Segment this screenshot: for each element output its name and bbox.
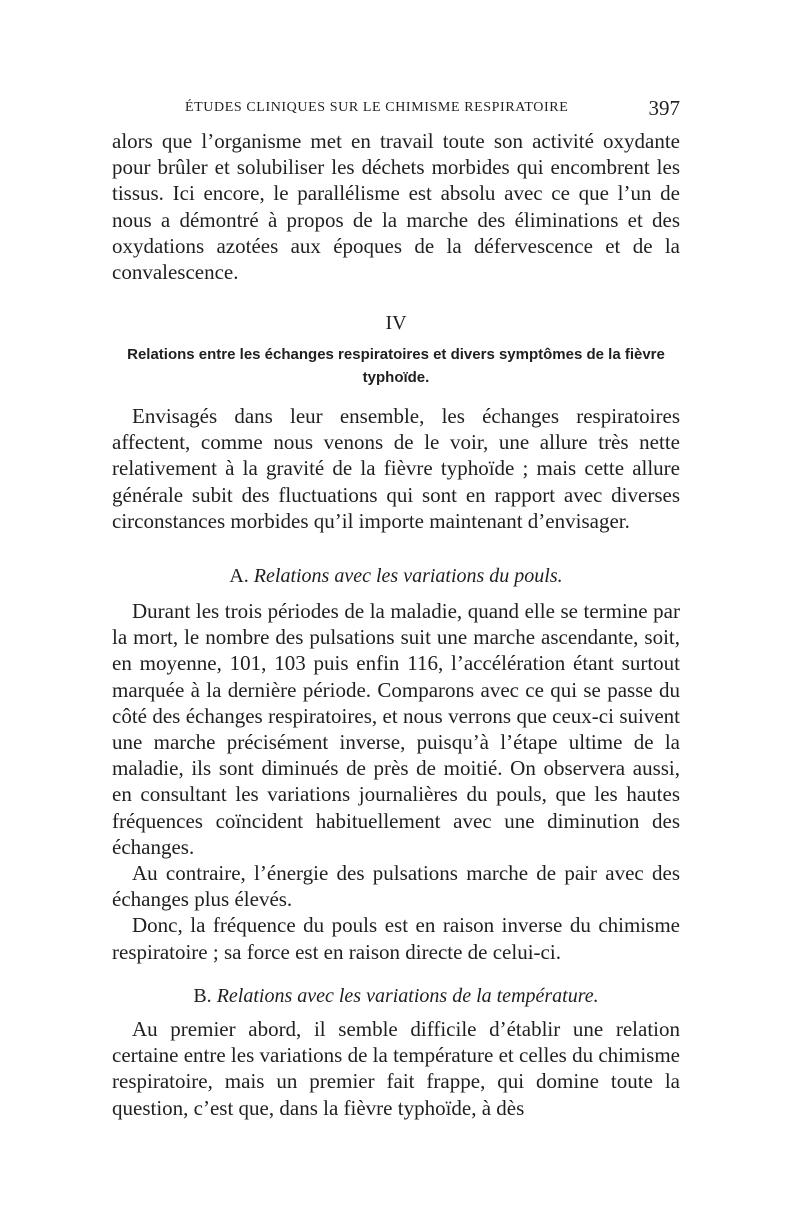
- paragraph-2: Envisagés dans leur ensemble, les échanges respiratoires affectent, comme nous venons de le voir, une allure très nette relativement à la gravité de la fièvre typhoïde ; mais cette allure générale subit des fluctuations qui sont en rapport avec diverses circonstances morbides qu’il importe maintenant d’envisager.: [112, 404, 680, 533]
- paragraph-continued: [112, 128, 680, 285]
- section-b-body: [112, 1016, 680, 1121]
- paragraph-3: Durant les trois périodes de la maladie, quand elle se termine par la mort, le nombre des pulsations suit une marche ascendante, soit, en moyenne, 101, 103 puis enfin 116, l’accélération étant surtout marquée à la dernière période. Comparons avec ce qui se passe du côté des échanges respiratoires, et nous verrons que ceux-ci suivent une marche précisément inverse, puisqu’à l’étape ultime de la maladie, ils sont diminués de près de moitié. On observera aussi, en consultant les variations journalières du pouls, que les hautes fréquences coïncident habituellement avec une diminution des échanges.: [112, 599, 680, 859]
- subhead-b-letter: B.: [193, 985, 212, 1007]
- section-intro: [112, 403, 680, 534]
- page-number: 397: [648, 96, 680, 120]
- running-head: [112, 96, 680, 120]
- subhead-a-letter: A.: [229, 565, 249, 587]
- paragraph-4: Au contraire, l’énergie des pulsations marche de pair avec des échanges plus élevés.: [112, 861, 680, 912]
- subhead-a: [112, 565, 680, 588]
- paragraph-6: Au premier abord, il semble difficile d’établir une relation certaine entre les variations de la température et celles du chimisme respiratoire, mais un premier fait frappe, qui domine toute la question, c’est que, dans la fièvre typhoïde, à dès: [112, 1017, 680, 1120]
- running-title: ÉTUDES CLINIQUES SUR LE CHIMISME RESPIRATOIRE: [185, 100, 569, 115]
- section-title: Relations entre les échanges respiratoires et divers symptômes de la fièvre typhoïde.: [127, 346, 665, 386]
- paragraph-5: Donc, la fréquence du pouls est en raison inverse du chimisme respiratoire ; sa force est en raison directe de celui-ci.: [112, 913, 680, 964]
- subhead-a-title: Relations avec les variations du pouls.: [253, 565, 563, 587]
- paragraph-1: alors que l’organisme met en travail toute son activité oxydante pour brûler et solubiliser les déchets morbides qui encombrent les tissus. Ici encore, le parallélisme est absolu avec ce que l’un de nous a démontré à propos de la marche des éliminations et des oxydations azotées aux époques de la défervescence et de la convalescence.: [112, 129, 680, 285]
- section-number: IV: [385, 312, 407, 334]
- subhead-b: [112, 985, 680, 1008]
- section-a-body: [112, 598, 680, 965]
- subhead-b-title: Relations avec les variations de la température.: [216, 985, 599, 1007]
